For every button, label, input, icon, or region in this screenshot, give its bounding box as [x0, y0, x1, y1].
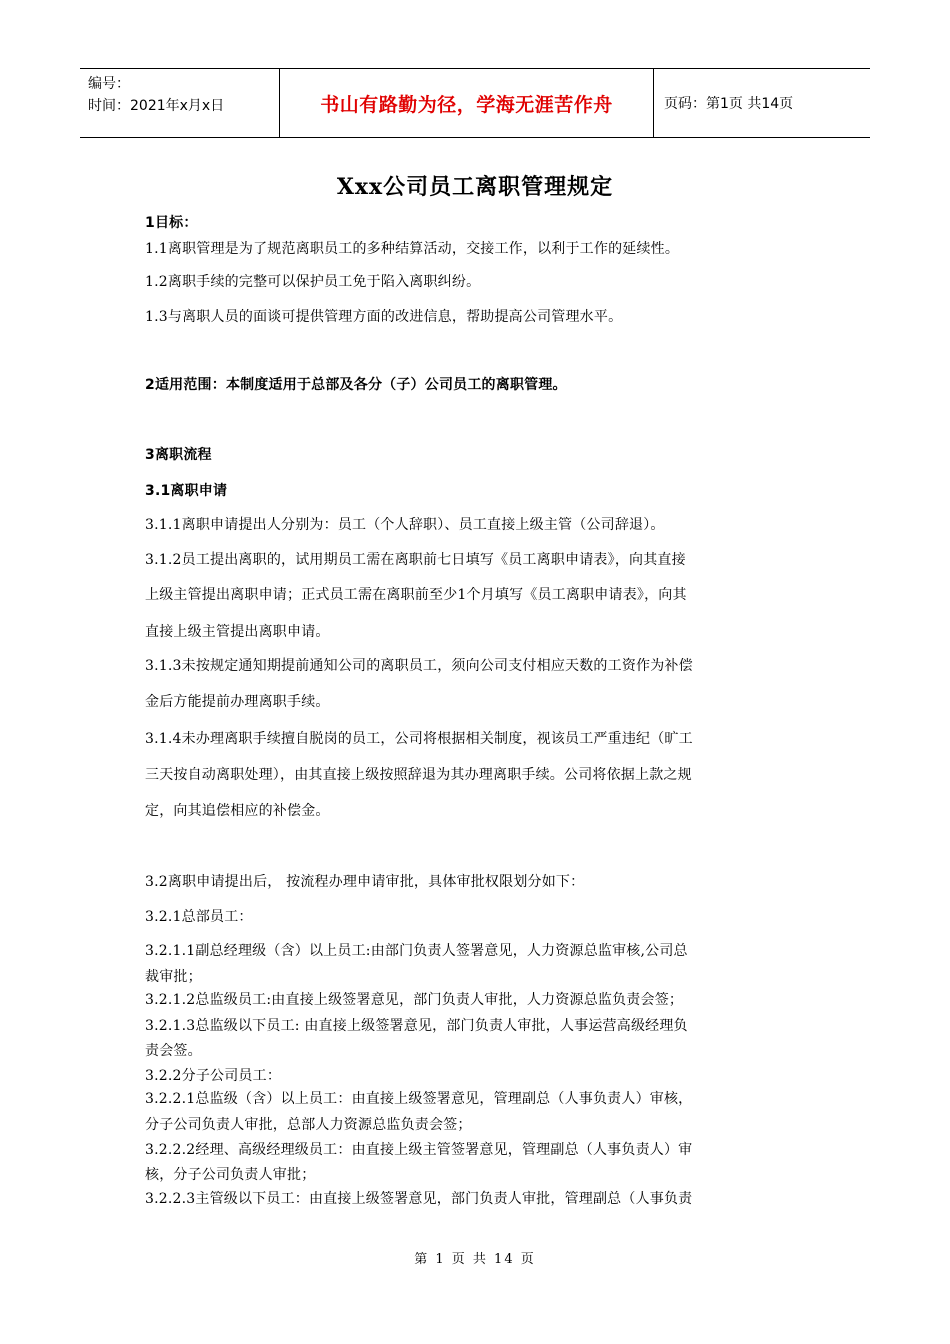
paragraph-line: 金后方能提前办理离职手续。 — [145, 694, 330, 710]
paragraph-line: 定，向其追偿相应的补偿金。 — [145, 803, 330, 819]
paragraph-line: 3.2.1总部员工： — [145, 909, 253, 925]
section-heading: 2适用范围：本制度适用于总部及各分（子）公司员工的离职管理。 — [145, 377, 567, 393]
paragraph-line: 1.1离职管理是为了规范离职员工的多种结算活动，交接工作，以利于工作的延续性。 — [145, 241, 680, 257]
paragraph-line: 3.2.2.1总监级（含）以上员工：由直接上级签署意见，管理副总（人事负责人）审核， — [145, 1091, 693, 1107]
paragraph-line: 1.2离职手续的完整可以保护员工免于陷入离职纠纷。 — [145, 274, 481, 290]
paragraph-line: 3.2.1.3总监级以下员工: 由直接上级签署意见，部门负责人审批，人事运营高级经理负 — [145, 1018, 688, 1034]
document-number-label: 编号： — [88, 76, 130, 92]
paragraph-line: 核，分子公司负责人审批； — [145, 1167, 316, 1183]
header-motto: 书山有路勤为径，学海无涯苦作舟 — [280, 69, 654, 137]
paragraph-line: 3.2.1.2总监级员工:由直接上级签署意见，部门负责人审批，人力资源总监负责会签； — [145, 992, 684, 1008]
paragraph-line: 1.3与离职人员的面谈可提供管理方面的改进信息，帮助提高公司管理水平。 — [145, 309, 623, 325]
paragraph-line: 3.1.2员工提出离职的，试用期员工需在离职前七日填写《员工离职申请表》，向其直接 — [145, 552, 686, 568]
paragraph-line: 3.1.3未按规定通知期提前通知公司的离职员工，须向公司支付相应天数的工资作为补偿 — [145, 658, 693, 674]
paragraph-line: 3.2.2.2经理、高级经理级员工：由直接上级主管签署意见，管理副总（人事负责人）审 — [145, 1142, 693, 1158]
paragraph-line: 分子公司负责人审批，总部人力资源总监负责会签； — [145, 1117, 472, 1133]
section-heading: 1目标： — [145, 215, 198, 231]
page-footer: 第 1 页 共 14 页 — [414, 1252, 536, 1267]
header-page-label: 页码：第1页 共14页 — [664, 96, 794, 112]
paragraph-line: 直接上级主管提出离职申请。 — [145, 624, 330, 640]
section-heading: 3离职流程 — [145, 447, 212, 463]
paragraph-line: 三天按自动离职处理），由其直接上级按照辞退为其办理离职手续。公司将依据上款之规 — [145, 767, 692, 783]
paragraph-line: 3.2.2.3主管级以下员工：由直接上级签署意见，部门负责人审批，管理副总（人事负责 — [145, 1191, 693, 1207]
paragraph-line: 3.2.2分子公司员工： — [145, 1068, 282, 1084]
document-title: Xxx公司员工离职管理规定 — [336, 174, 614, 200]
page-header — [80, 68, 870, 138]
paragraph-line: 3.1.1离职申请提出人分别为：员工（个人辞职）、员工直接上级主管（公司辞退）。 — [145, 517, 665, 533]
paragraph-line: 裁审批； — [145, 969, 202, 985]
header-meta-cell — [80, 69, 280, 137]
paragraph-line: 上级主管提出离职申请；正式员工需在离职前至少1个月填写《员工离职申请表》，向其 — [145, 587, 687, 603]
document-time-label: 时间：2021年x月x日 — [88, 98, 225, 114]
paragraph-line: 3.2离职申请提出后， 按流程办理申请审批，具体审批权限划分如下： — [145, 874, 585, 890]
subsection-heading: 3.1离职申请 — [145, 483, 228, 499]
paragraph-line: 责会签。 — [145, 1043, 202, 1059]
paragraph-line: 3.2.1.1副总经理级（含）以上员工:由部门负责人签署意见，人力资源总监审核,公司总 — [145, 943, 688, 959]
paragraph-line: 3.1.4未办理离职手续擅自脱岗的员工，公司将根据相关制度，视该员工严重违纪（旷工 — [145, 731, 693, 747]
